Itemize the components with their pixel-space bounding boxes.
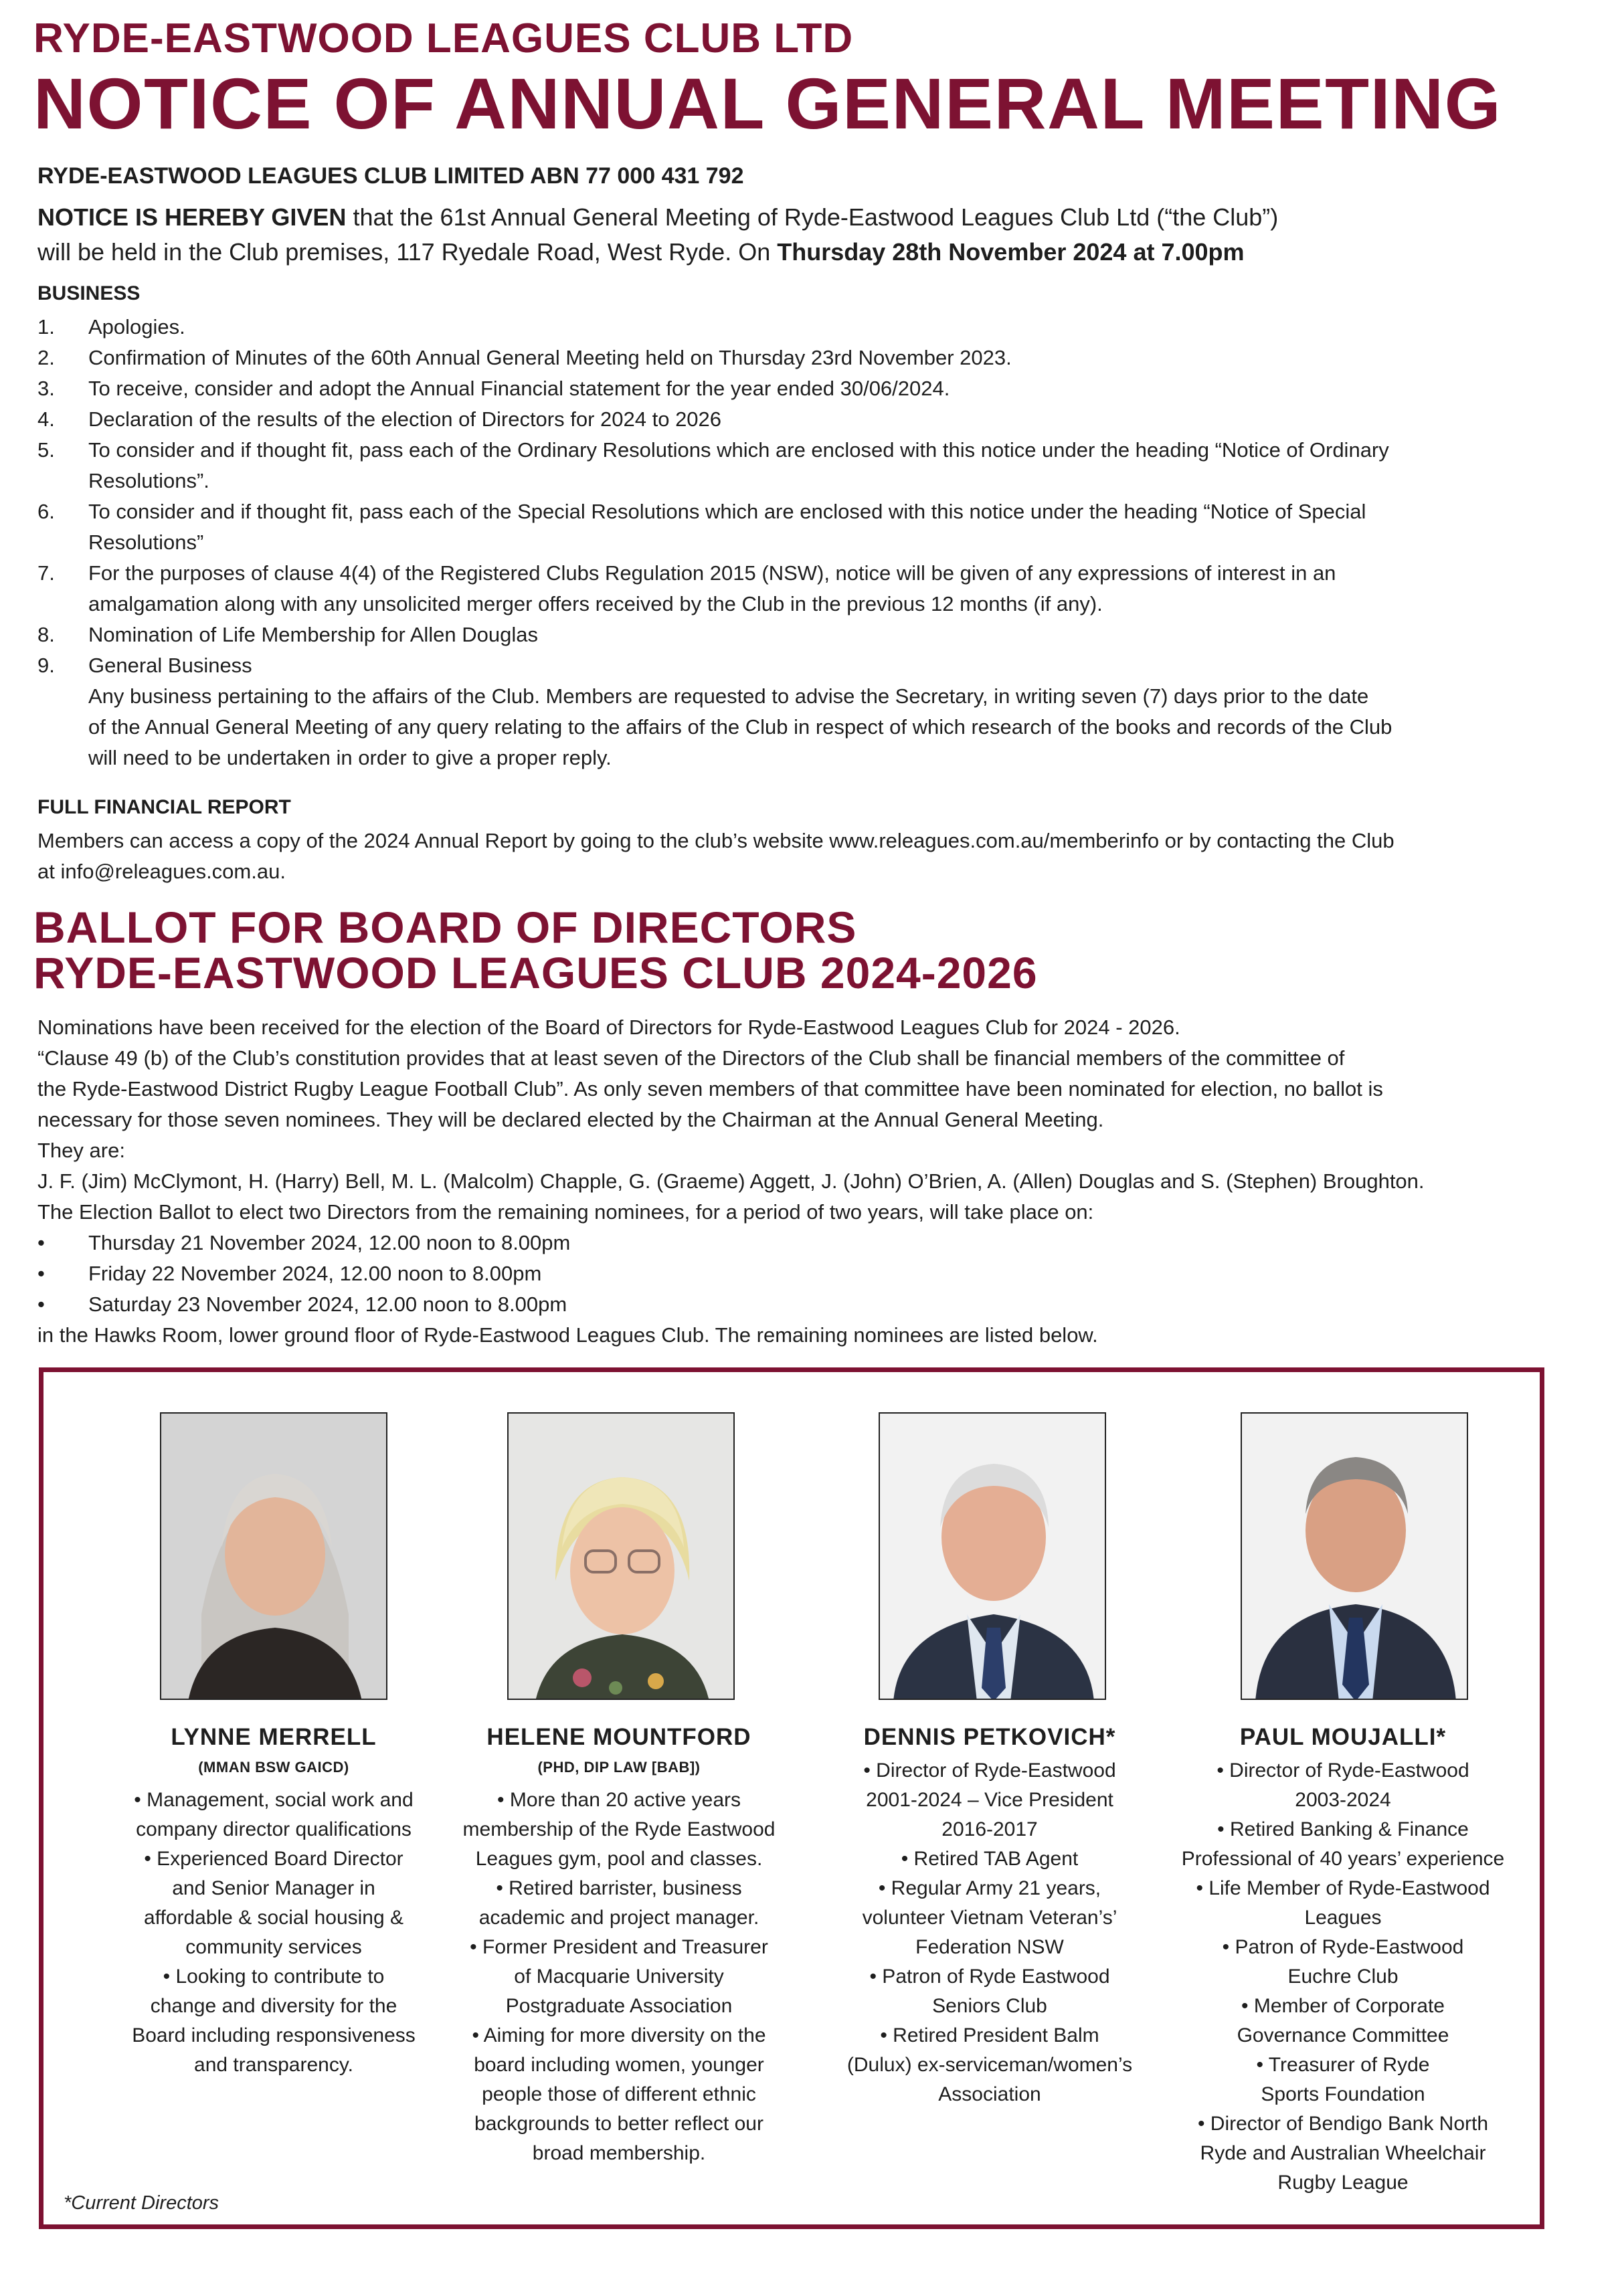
business-item-number: 7. — [37, 561, 55, 585]
business-item — [37, 650, 1563, 773]
candidate-point-line: • Regular Army 21 years, — [878, 1877, 1101, 1899]
candidate-point-line: backgrounds to better reflect our — [474, 2113, 763, 2135]
candidate-point-line: and transparency. — [194, 2054, 353, 2076]
candidate-point-line: • Experienced Board Director — [144, 1848, 403, 1870]
business-item-text: Resolutions”. — [88, 469, 209, 492]
business-item-text: General Business — [88, 654, 252, 677]
candidate-point-line: (Dulux) ex-serviceman/women’s — [846, 2054, 1133, 2076]
candidate-point-line: Rugby League — [1277, 2172, 1409, 2194]
financial-line-2: at info@releagues.com.au. — [37, 860, 286, 883]
candidate-photo — [160, 1412, 387, 1700]
financial-line-1: Members can access a copy of the 2024 Annual Report by going to the club’s website www.releagues.com.au/memberinfo or by contacting the Club — [37, 829, 1395, 852]
business-item — [37, 619, 1563, 650]
candidate-points — [1169, 1756, 1517, 2198]
nominations-line: “Clause 49 (b) of the Club’s constitution provides that at least seven of the Directors of the Club shall be financial members of the committee of — [37, 1046, 1345, 1070]
candidate-point-line: • Management, social work and — [134, 1789, 414, 1811]
business-item-text: of the Annual General Meeting of any query relating to the affairs of the Club in respect of which research of the books and records of the Club — [88, 715, 1392, 739]
financial-report-text — [37, 826, 1563, 887]
candidate-name: HELENE MOUNTFORD — [486, 1724, 751, 1750]
business-item-number: 6. — [37, 500, 55, 523]
candidate-point-line: Association — [938, 2083, 1041, 2105]
candidate-point-line: • Director of Ryde-Eastwood — [1217, 1759, 1469, 1782]
candidate-point-line: 2016-2017 — [941, 1818, 1038, 1840]
candidate-point-line: • More than 20 active years — [497, 1789, 741, 1811]
candidate-point-line: membership of the Ryde Eastwood — [462, 1818, 776, 1840]
ballot-date — [37, 1228, 1570, 1258]
business-item-text: Any business pertaining to the affairs of the Club. Members are requested to advise the Secretary, in writing seven (7) days prior to the date — [88, 684, 1369, 708]
candidate-point-line: • Treasurer of Ryde — [1256, 2054, 1430, 2076]
candidate-point-line: community services — [185, 1936, 362, 1958]
ballot-date — [37, 1258, 1570, 1289]
business-item-number: 1. — [37, 315, 55, 339]
business-item-number: 2. — [37, 346, 55, 369]
candidate-point-line: • Patron of Ryde-Eastwood — [1222, 1936, 1464, 1958]
candidate-point-line: of Macquarie University — [514, 1966, 724, 1988]
candidate-point-line: • Member of Corporate — [1241, 1995, 1445, 2017]
candidate-point-line: • Life Member of Ryde-Eastwood — [1196, 1877, 1490, 1899]
business-item-text: To receive, consider and adopt the Annual Financial statement for the year ended 30/06/2024. — [88, 377, 950, 400]
candidate-points — [100, 1786, 448, 2080]
financial-report-heading: FULL FINANCIAL REPORT — [37, 796, 291, 818]
business-item-text: will need to be undertaken in order to give a proper reply. — [88, 746, 612, 769]
candidate-point-line: • Retired Banking & Finance — [1217, 1818, 1469, 1840]
candidate-point-line: 2003-2024 — [1295, 1789, 1391, 1811]
notice-text-2: will be held in the Club premises, 117 Ryedale Road, West Ryde. On — [37, 238, 778, 266]
business-item — [37, 435, 1563, 496]
candidate-points — [816, 1756, 1164, 2109]
ballot-location: in the Hawks Room, lower ground floor of Ryde-Eastwood Leagues Club. The remaining nominees are listed below. — [37, 1323, 1098, 1347]
club-name-heading: RYDE-EASTWOOD LEAGUES CLUB LTD — [33, 15, 854, 62]
candidate-point-line: • Director of Ryde-Eastwood — [863, 1759, 1116, 1782]
business-heading: BUSINESS — [37, 282, 141, 304]
page-title: NOTICE OF ANNUAL GENERAL MEETING — [33, 63, 1502, 144]
candidate-photo — [879, 1412, 1106, 1700]
candidate-point-line: Board including responsiveness — [132, 2024, 416, 2046]
candidate-point-line: volunteer Vietnam Veteran’s’ — [862, 1907, 1117, 1929]
candidate-points — [445, 1786, 793, 2168]
candidate-point-line: Postgraduate Association — [505, 1995, 733, 2017]
ballot-date-text: Saturday 23 November 2024, 12.00 noon to 8.00pm — [88, 1293, 567, 1316]
candidate-point-line: • Looking to contribute to — [163, 1966, 385, 1988]
notice-intro — [37, 200, 1543, 270]
business-item-text: To consider and if thought fit, pass each of the Special Resolutions which are enclosed with this notice under the heading “Notice of Special — [88, 500, 1366, 523]
business-item-number: 4. — [37, 407, 55, 431]
ballot-heading-line-1: BALLOT FOR BOARD OF DIRECTORS — [33, 902, 857, 952]
candidate-point-line: people those of different ethnic — [482, 2083, 756, 2105]
candidate-point-line: 2001-2024 – Vice President — [866, 1789, 1113, 1811]
nominations-line: the Ryde-Eastwood District Rugby League Football Club”. As only seven members of that committee have been nominated for election, no ballot is — [37, 1077, 1383, 1101]
candidate-point-line: academic and project manager. — [478, 1907, 759, 1929]
business-item-text: Declaration of the results of the election of Directors for 2024 to 2026 — [88, 407, 722, 431]
ballot-date-text: Thursday 21 November 2024, 12.00 noon to 8.00pm — [88, 1231, 571, 1254]
candidate-point-line: Leagues gym, pool and classes. — [475, 1848, 763, 1870]
business-item-text: To consider and if thought fit, pass each of the Ordinary Resolutions which are enclosed with this notice under the heading “Notice of Ordinary — [88, 438, 1389, 462]
nominations-line: They are: — [37, 1139, 125, 1162]
candidate-point-line: • Retired President Balm — [880, 2024, 1099, 2046]
business-item — [37, 558, 1563, 619]
candidate-point-line: • Aiming for more diversity on the — [472, 2024, 766, 2046]
business-item — [37, 373, 1563, 404]
business-item-text: Confirmation of Minutes of the 60th Annual General Meeting held on Thursday 23rd November 2023. — [88, 346, 1012, 369]
bullet-icon: • — [37, 1231, 45, 1254]
business-list — [37, 312, 1563, 773]
business-item-text: For the purposes of clause 4(4) of the Registered Clubs Regulation 2015 (NSW), notice will be given of any expressions of interest in an — [88, 561, 1336, 585]
business-item-number: 9. — [37, 654, 55, 677]
ballot-heading-line-2: RYDE-EASTWOOD LEAGUES CLUB 2024-2026 — [33, 948, 1038, 997]
current-directors-note: *Current Directors — [64, 2192, 219, 2214]
notice-lead: NOTICE IS HEREBY GIVEN — [37, 203, 347, 231]
candidate-point-line: • Retired TAB Agent — [901, 1848, 1079, 1870]
candidate-point-line: Federation NSW — [915, 1936, 1064, 1958]
candidate-point-line: board including women, younger — [474, 2054, 764, 2076]
candidate-point-line: Seniors Club — [932, 1995, 1047, 2017]
business-item-number: 8. — [37, 623, 55, 646]
candidate-point-line: Leagues — [1304, 1907, 1382, 1929]
ballot-heading — [33, 904, 1038, 995]
business-item-number: 5. — [37, 438, 55, 462]
elected-names: J. F. (Jim) McClymont, H. (Harry) Bell, M. L. (Malcolm) Chapple, G. (Graeme) Aggett, J. (John) O’Brien, A. (Allen) Douglas and S. (Stephen) Broughton. — [37, 1169, 1425, 1193]
notice-text-1: that the 61st Annual General Meeting of Ryde-Eastwood Leagues Club Ltd (“the Club”) — [346, 203, 1279, 231]
candidate-qualifications: (MMAN BSW GAICD) — [198, 1759, 349, 1776]
candidate-point-line: Ryde and Australian Wheelchair — [1200, 2142, 1486, 2164]
business-item-text: Apologies. — [88, 315, 185, 339]
business-item-text: Nomination of Life Membership for Allen Douglas — [88, 623, 539, 646]
candidate-point-line: • Patron of Ryde Eastwood — [869, 1966, 1110, 1988]
business-item — [37, 496, 1563, 558]
ballot-dates-list — [37, 1228, 1570, 1320]
business-item-number: 3. — [37, 377, 55, 400]
business-item — [37, 343, 1563, 373]
bullet-icon: • — [37, 1293, 45, 1316]
nominations-line: necessary for those seven nominees. They will be declared elected by the Chairman at the Annual General Meeting. — [37, 1108, 1104, 1131]
abn-line: RYDE-EASTWOOD LEAGUES CLUB LIMITED ABN 77 000 431 792 — [37, 163, 744, 189]
candidate-point-line: and Senior Manager in — [172, 1877, 375, 1899]
candidate-point-line: • Former President and Treasurer — [470, 1936, 768, 1958]
ballot-date-text: Friday 22 November 2024, 12.00 noon to 8.00pm — [88, 1262, 542, 1285]
candidate-name: LYNNE MERRELL — [171, 1724, 377, 1750]
candidate-point-line: • Retired barrister, business — [496, 1877, 742, 1899]
candidate-qualifications: (PHD, DIP LAW [BAB]) — [537, 1759, 701, 1776]
election-ballot-line: The Election Ballot to elect two Directors from the remaining nominees, for a period of two years, will take place on: — [37, 1200, 1094, 1224]
candidates-panel — [39, 1367, 1544, 2229]
candidate-point-line: Professional of 40 years’ experience — [1181, 1848, 1505, 1870]
business-item-text: amalgamation along with any unsolicited merger offers received by the Club in the previous 12 months (if any). — [88, 592, 1103, 615]
nominations-line: Nominations have been received for the election of the Board of Directors for Ryde-Eastwood Leagues Club for 2024 - 2026. — [37, 1016, 1180, 1039]
candidate-point-line: Euchre Club — [1287, 1966, 1399, 1988]
nominations-text — [37, 1012, 1570, 1351]
meeting-date: Thursday 28th November 2024 at 7.00pm — [777, 238, 1245, 266]
candidate-point-line: change and diversity for the — [150, 1995, 397, 2017]
candidate-point-line: Sports Foundation — [1261, 2083, 1425, 2105]
business-item-text: Resolutions” — [88, 531, 204, 554]
bullet-icon: • — [37, 1262, 45, 1285]
candidate-name: DENNIS PETKOVICH* — [863, 1724, 1116, 1750]
nominations-paragraph — [37, 1012, 1570, 1166]
ballot-date — [37, 1289, 1570, 1320]
business-item — [37, 404, 1563, 435]
business-item — [37, 312, 1563, 343]
candidate-point-line: affordable & social housing & — [143, 1907, 404, 1929]
candidate-point-line: company director qualifications — [136, 1818, 412, 1840]
candidate-photo — [1241, 1412, 1468, 1700]
candidate-point-line: • Director of Bendigo Bank North — [1197, 2113, 1489, 2135]
candidate-point-line: Governance Committee — [1237, 2024, 1449, 2046]
candidate-photo — [507, 1412, 735, 1700]
candidate-name: PAUL MOUJALLI* — [1239, 1724, 1447, 1750]
candidate-point-line: broad membership. — [532, 2142, 706, 2164]
